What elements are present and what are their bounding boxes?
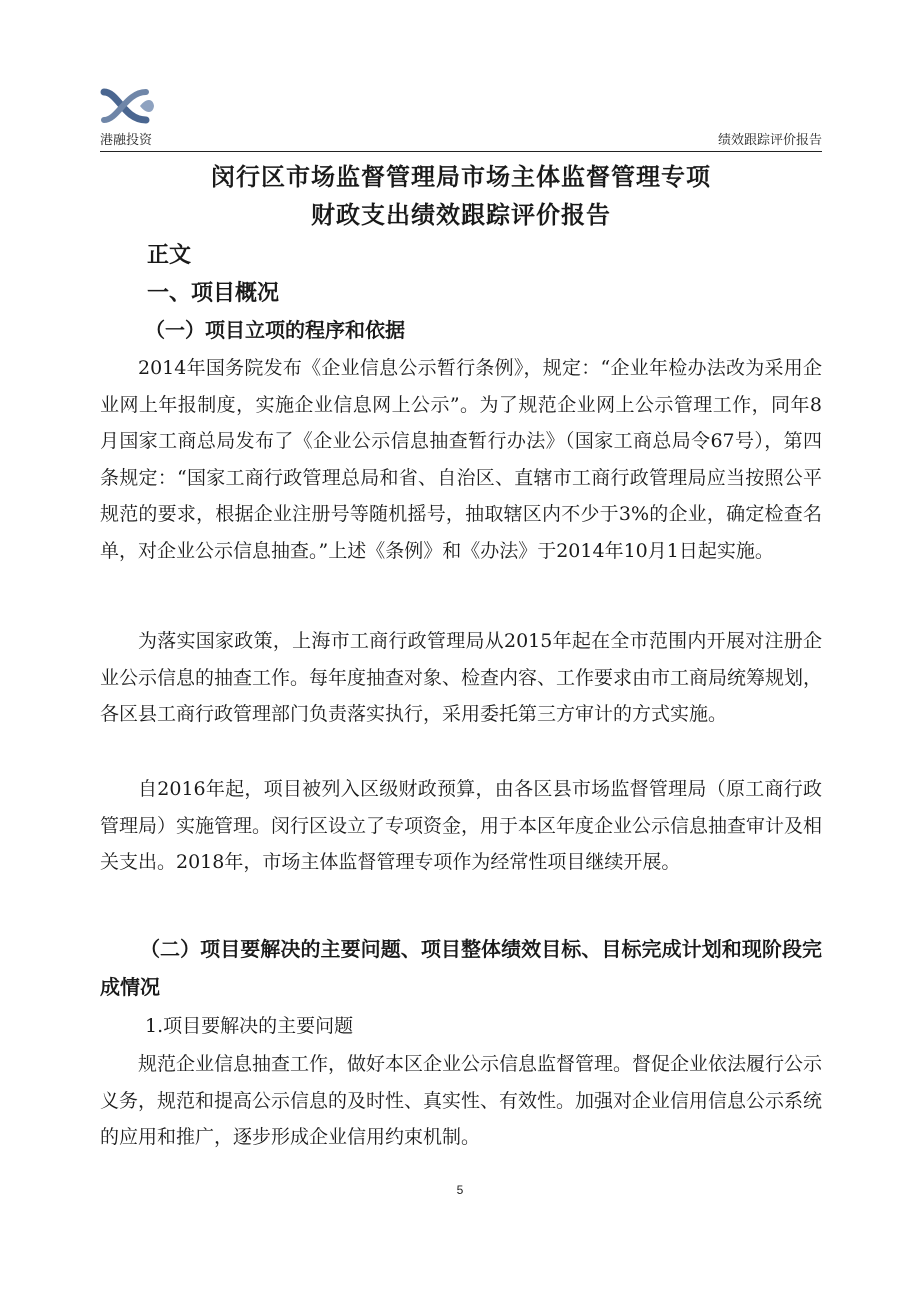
subsection-2-heading: （二）项目要解决的主要问题、项目整体绩效目标、目标完成计划和现阶段完成情况 (100, 937, 822, 999)
document-title-line-1: 闵行区市场监督管理局市场主体监督管理专项 (211, 162, 711, 191)
report-type-label: 绩效跟踪评价报告 (717, 133, 822, 148)
main-heading: 正文 (147, 242, 192, 268)
paragraph-shanghai-policy: 为落实国家政策，上海市工商行政管理局从2015年起在全市范围内开展对注册企业公示信息的抽查工作。每年度抽查对象、检查内容、工作要求由市工商局统筹规划，各区县工商行政管理部门负责落实执行，采用委托第三方审计的方式实施。 (100, 630, 823, 725)
page-number: 5 (456, 1183, 464, 1197)
section-1-heading: 一、项目概况 (147, 280, 280, 306)
paragraph-minhang-budget: 自2016年起，项目被列入区级财政预算，由各区县市场监督管理局（原工商行政管理局）实施管理。闵行区设立了专项资金，用于本区年度企业公示信息抽查审计及相关支出。2018年，市场主体监督管理专项作为经常性项目继续开展。 (100, 778, 823, 873)
header-divider (100, 151, 822, 152)
page-header (100, 86, 822, 152)
paragraph-main-problems: 规范企业信息抽查工作，做好本区企业公示信息监督管理。督促企业依法履行公示义务，规范和提高公示信息的及时性、真实性、有效性。加强对企业信用信息公示系统的应用和推广，逐步形成企业信用约束机制。 (100, 1053, 823, 1148)
paragraph-legal-basis: 2014年国务院发布《企业信息公示暂行条例》，规定：“企业年检办法改为采用企业网上年报制度，实施企业信息网上公示”。为了规范企业网上公示管理工作，同年8月国家工商总局发布了《企业公示信息抽查暂行办法》（国家工商总局令67号），第四条规定：“国家工商行政管理总局和省、自治区、直辖市工商行政管理局应当按照公平规范的要求，根据企业注册号等随机摇号，抽取辖区内不少于3%的企业，确定检查名单，对企业公示信息抽查。”上述《条例》和《办法》于2014年10月1日起实施。 (100, 357, 822, 562)
subsection-1-heading: （一）项目立项的程序和依据 (145, 318, 405, 342)
item-1-heading: 1.项目要解决的主要问题 (145, 1015, 354, 1037)
logo-text: 港融投资 (100, 133, 153, 148)
document-title-line-2: 财政支出绩效跟踪评价报告 (311, 200, 611, 229)
company-logo-icon (100, 86, 156, 126)
